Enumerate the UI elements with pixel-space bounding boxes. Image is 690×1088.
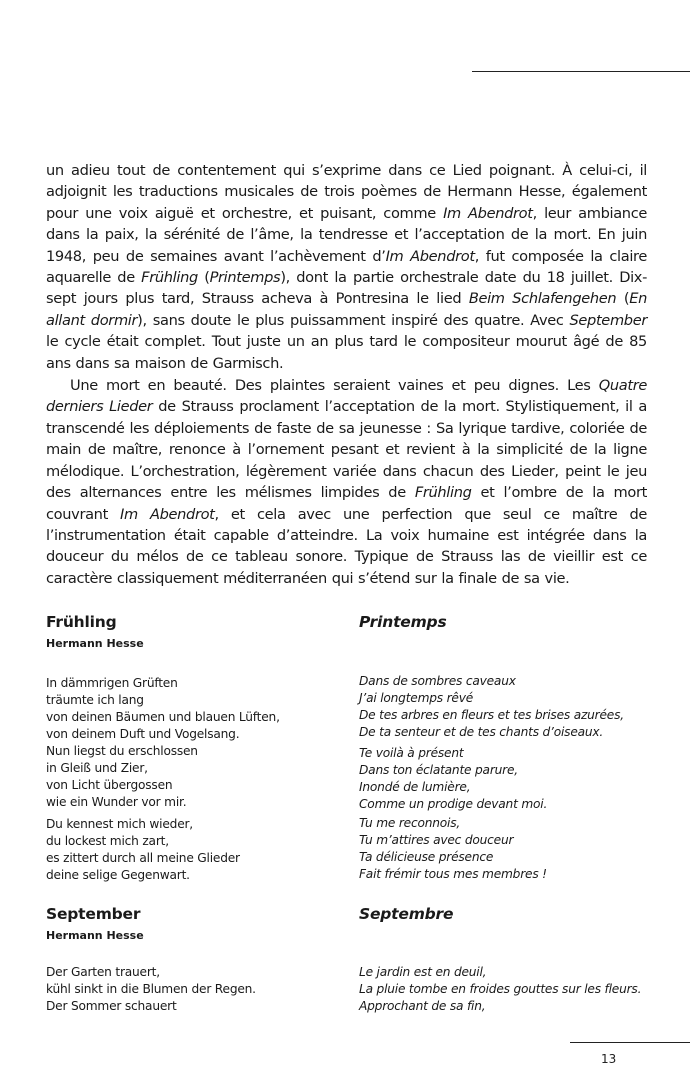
text-run: et l’ombre de la mort couvrant (46, 484, 647, 523)
poem-line: von deinen Bäumen und blauen Lüften, (46, 709, 280, 724)
text-run: , et cela avec une perfection que seul ce maître de l’instrumentation était capable d’atteindre. La voix humaine est intégrée dans la douceur du mélos de ce tableau sonore. Typique de Strauss las de vieillir est ce caractère classiquement méditerranéen qui s’étend sur la finale de sa vie. (46, 505, 647, 587)
fruehling-stanza-de-3 (46, 816, 346, 884)
september-german-column (46, 904, 346, 943)
poem-line: von Licht übergossen (46, 777, 173, 792)
poem-line: von deinem Duft und Vogelsang. (46, 726, 240, 741)
text-run: ( (616, 290, 630, 308)
printemps-stanza-fr-1 (359, 673, 689, 741)
poem-line: du lockest mich zart, (46, 833, 169, 848)
italic-run: Im Abendrot (443, 204, 533, 222)
page-number: 13 (601, 1052, 617, 1066)
song-title-septembre: Septembre (359, 905, 454, 923)
essay-text (46, 160, 647, 589)
poem-line: Comme un prodige devant moi. (359, 796, 548, 811)
stanza (359, 673, 689, 741)
poem-line: J’ai longtemps rêvé (359, 690, 474, 705)
poem-line: Approchant de sa fin, (359, 998, 486, 1013)
text-run: , fut composée la claire aquarelle de (46, 247, 647, 287)
text-run: , leur ambiance dans la paix, la sérénité de l’âme, la tendresse et l’acceptation de la mort. En juin 1948, peu de semaines avant l’achèvement d’ (46, 204, 648, 265)
author-september: Hermann Hesse (46, 929, 144, 942)
poem-line: De tes arbres en fleurs et tes brises azurées, (359, 707, 624, 722)
italic-run: Printemps (209, 269, 281, 287)
septembre-french-column (359, 904, 689, 924)
poem-line: träumte ich lang (46, 692, 144, 707)
poem-line: kühl sinkt in die Blumen der Regen. (46, 981, 256, 996)
poem-line: wie ein Wunder vor mir. (46, 794, 187, 809)
poem-line: Fait frémir tous mes membres ! (359, 866, 547, 881)
essay-paragraph-1 (46, 160, 647, 374)
song-title-printemps: Printemps (359, 613, 447, 631)
text-run: le cycle était complet. Tout juste un an plus tard le compositeur mourut âgé de 85 ans dans sa maison de Garmisch. (46, 333, 647, 372)
italic-run: En allant dormir (46, 290, 647, 329)
poem-line: Du kennest mich wieder, (46, 817, 193, 831)
stanza (359, 745, 689, 813)
poem-line: Tu m’attires avec douceur (359, 832, 514, 847)
text-run: un adieu tout de contentement qui s’exprime dans ce Lied poignant. À celui-ci, il adjoignit les traductions musicales de trois poèmes de Hermann Hesse, également pour une voix aiguë et orchestre, et puisant, comme (46, 162, 647, 222)
text-run: ), dont la partie orchestrale date du 18 juillet. Dix-sept jours plus tard, Strauss acheva à Pontresina le lied (46, 269, 647, 308)
poem-line: deine selige Gegenwart. (46, 867, 190, 882)
poem-line: Inondé de lumière, (359, 779, 471, 794)
fruehling-german-column (46, 612, 346, 651)
poem-line: Der Sommer schauert (46, 998, 177, 1013)
stanza (46, 964, 346, 1015)
stanza (46, 743, 346, 811)
poem-line: De ta senteur et de tes chants d’oiseaux. (359, 724, 604, 739)
septembre-stanza-fr-1 (359, 964, 689, 1015)
text-run: Une mort en beauté. Des plaintes seraient vaines et peu dignes. Les (70, 377, 599, 395)
top-rule (472, 71, 690, 72)
text-run: ), sans doute le plus puissamment inspiré des quatre. Avec (137, 311, 570, 329)
poem-line: Tu me reconnois, (359, 816, 461, 830)
poem-line: Dans ton éclatante parure, (359, 762, 518, 777)
september-stanza-de-1 (46, 964, 346, 1015)
song-title-september: September (46, 905, 141, 923)
text-run: de Strauss proclament l’acceptation de la mort. Stylistiquement, il a transcendé les déploiements de faste de sa jeunesse : Sa lyrique tardive, coloriée de main de maître, renonce à l’ornement pesant et revient à la simplicité de la ligne mélodique. L’orchestration, légèrement variée dans chacun des Lieder, peint le jeu des alternances entre les mélismes limpides de (46, 398, 647, 502)
poem-line: Ta délicieuse présence (359, 849, 494, 864)
essay-paragraph-2 (46, 375, 647, 589)
printemps-stanza-fr-3 (359, 815, 689, 883)
poem-line: Der Garten trauert, (46, 965, 160, 979)
printemps-stanza-fr-2 (359, 745, 689, 813)
stanza (359, 964, 689, 1015)
bottom-rule (570, 1042, 690, 1043)
italic-run: Quatre derniers Lieder (46, 377, 647, 416)
poem-line: Dans de sombres caveaux (359, 674, 516, 688)
fruehling-stanza-de-1 (46, 675, 346, 743)
poem-line: La pluie tombe en froides gouttes sur les fleurs. (359, 981, 642, 996)
fruehling-stanza-de-2 (46, 743, 346, 811)
italic-run: Frühling (414, 484, 472, 502)
italic-run: Frühling (141, 269, 198, 287)
stanza (46, 675, 346, 743)
stanza (359, 815, 689, 883)
author-fruehling: Hermann Hesse (46, 637, 144, 650)
poem-line: Te voilà à présent (359, 746, 464, 760)
poem-line: Le jardin est en deuil, (359, 965, 487, 979)
poem-line: es zittert durch all meine Glieder (46, 850, 240, 865)
poem-line: In dämmrigen Grüften (46, 676, 178, 690)
stanza (46, 816, 346, 884)
text-run: ( (197, 269, 210, 287)
song-title-fruehling: Frühling (46, 613, 117, 631)
italic-run: Beim Schlafengehen (468, 290, 617, 308)
printemps-french-column (359, 612, 689, 632)
italic-run: Im Abendrot (120, 505, 215, 523)
poem-line: in Gleiß und Zier, (46, 760, 148, 775)
italic-run: September (569, 311, 647, 329)
poem-line: Nun liegst du erschlossen (46, 744, 198, 758)
italic-run: Im Abendrot (385, 247, 475, 265)
